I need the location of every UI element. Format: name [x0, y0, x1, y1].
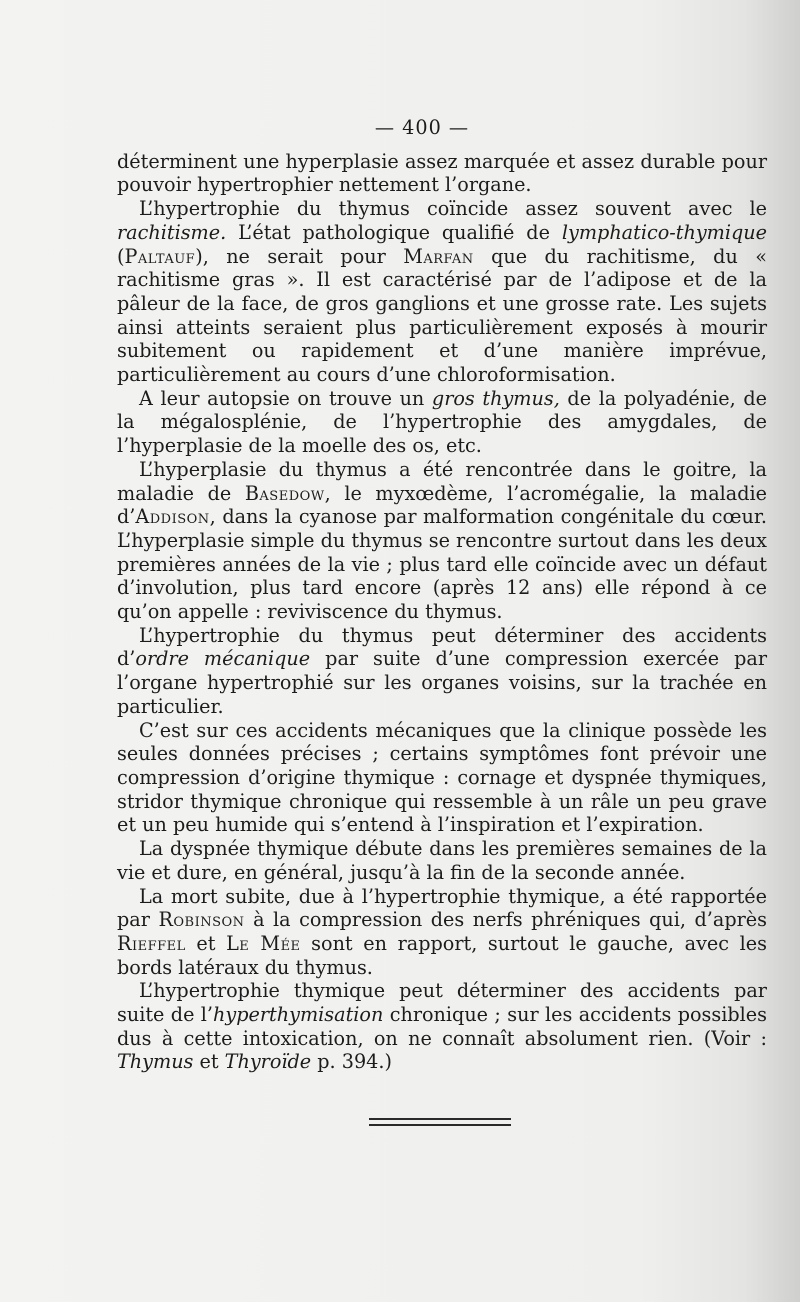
- body-text: [117, 150, 767, 1074]
- text-run: et: [193, 1050, 225, 1074]
- text-run: Robinson: [158, 908, 245, 932]
- text-run: L’hypertrophie du thymus peut déterminer des accidents d’: [117, 623, 767, 671]
- text-run: Thyroïde: [224, 1050, 312, 1074]
- text-run: Rieffel: [117, 931, 186, 955]
- page-text: [117, 116, 767, 1074]
- paragraph-4: [117, 624, 767, 719]
- text-run: déterminent une hyperplasie assez marquée et assez durable pour pouvoir hypertrophier nettement l’organe.: [117, 149, 767, 197]
- end-rule-line-1: [369, 1118, 511, 1120]
- page-number: — 400 —: [374, 116, 470, 139]
- text-run: Le Mée: [226, 931, 301, 955]
- paragraph-0: [117, 150, 767, 197]
- text-run: L’état pathologique qualifié de: [226, 220, 562, 244]
- text-run: (: [117, 244, 125, 268]
- paragraph-5: [117, 719, 767, 838]
- text-run: par suite d’une compression exercée par l’organe hypertrophié sur les organes voisins, sur la trachée en particulier.: [117, 647, 767, 718]
- text-run: ordre mécanique: [135, 647, 311, 671]
- paragraph-8: [117, 979, 767, 1074]
- text-run: Paltauf: [124, 244, 196, 268]
- text-run: à la compression des nerfs phréniques qui, d’après: [244, 908, 768, 932]
- text-run: et: [185, 931, 227, 955]
- text-run: C’est sur ces accidents mécaniques que la clinique possède les seules données précises ; certains symptômes font prévoir une compression d’origine thymique : cornage et dyspnée thymiques, stridor thymique chronique qui ressemble à un râle un peu grave et un peu humide qui s’entend à l’inspiration et l’expiration.: [117, 718, 767, 837]
- text-run: chronique ; sur les accidents possibles dus à cette intoxication, on ne connaît absolument rien. (Voir :: [117, 1003, 768, 1050]
- text-run: p. 394.): [311, 1050, 392, 1074]
- text-run: L’hyperplasie du thymus a été rencontrée dans le goitre, la maladie de: [117, 457, 767, 505]
- paragraph-3: [117, 458, 767, 624]
- text-run: , le myxœdème, l’acromégalie, la maladie d’: [117, 481, 768, 529]
- text-run: A leur autopsie on trouve un: [139, 386, 432, 410]
- text-run: ), ne serait pour: [195, 244, 404, 268]
- text-run: Addison: [135, 505, 210, 529]
- text-run: de la polyadénie, de la mégalosplénie, de l’hypertrophie des amygdales, de l’hyperplasie de la moelle des os, etc.: [117, 386, 767, 458]
- end-rule: [369, 1118, 511, 1130]
- paragraph-7: [117, 885, 767, 980]
- text-run: , dans la cyanose par malformation congénitale du cœur. L’hyperplasie simple du thymus se rencontre surtout dans les deux premières années de la vie ; plus tard elle coïncide avec un défaut d’involution, plus tard encore (après 12 ans) elle répond à ce qu’on appelle : reviviscence du thymus.: [117, 505, 768, 624]
- paragraph-1: [117, 197, 767, 387]
- paragraph-6: [117, 837, 767, 884]
- text-run: gros thymus,: [431, 386, 560, 410]
- paragraph-2: [117, 387, 767, 458]
- text-run: sont en rapport, surtout le gauche, avec les bords latéraux du thymus.: [117, 931, 767, 979]
- text-run: L’hypertrophie du thymus coïncide assez souvent avec le: [139, 197, 767, 221]
- text-run: lymphatico-thymique: [561, 220, 767, 244]
- text-run: La mort subite, due à l’hypertrophie thymique, a été rapportée par: [117, 884, 767, 932]
- text-run: La dyspnée thymique débute dans les premières semaines de la vie et dure, en général, jusqu’à la fin de la seconde année.: [117, 837, 767, 884]
- end-rule-line-2: [369, 1124, 511, 1126]
- text-run: Basedow: [244, 481, 325, 505]
- text-run: Thymus: [117, 1050, 194, 1074]
- text-run: hyperthymisation: [213, 1003, 384, 1027]
- text-run: Marfan: [403, 244, 474, 268]
- text-run: L’hypertrophie thymique peut déterminer des accidents par suite de l’: [117, 979, 767, 1027]
- text-run: rachitisme.: [117, 220, 227, 244]
- text-run: que du rachitisme, du « rachitisme gras ». Il est caractérisé par de l’adipose et de la pâleur de la face, de gros ganglions et une grosse rate. Les sujets ainsi atteints seraient plus particulièrement exposés à mourir subitement ou rapidement et d’une manière imprévue, particulièrement au cours d’une chloroformisation.: [117, 244, 767, 387]
